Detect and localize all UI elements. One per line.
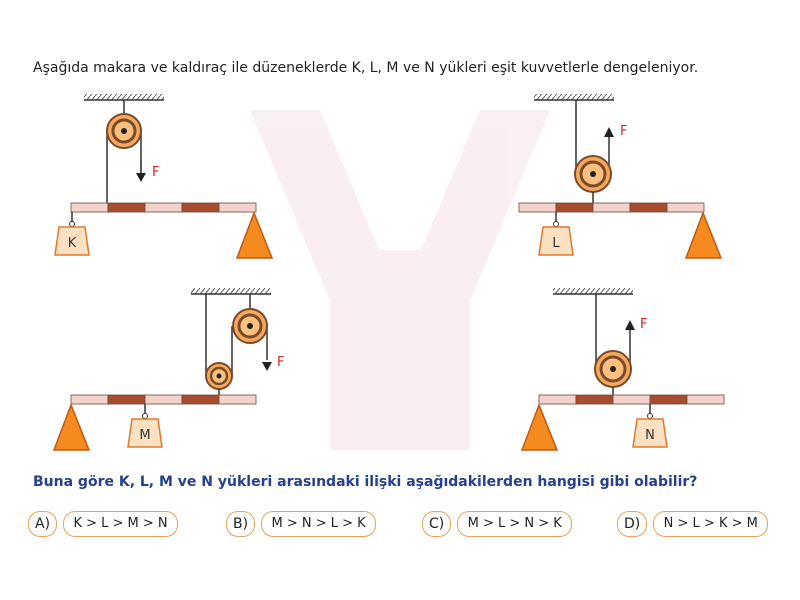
- force-label-1: F: [152, 165, 160, 180]
- pulley-4-icon: [595, 351, 631, 387]
- force-arrow-2-icon: [604, 127, 614, 137]
- ceiling-2: [534, 94, 614, 100]
- pulley-1-icon: [107, 114, 141, 148]
- option-d[interactable]: [617, 511, 768, 537]
- load-n-label: N: [645, 428, 655, 443]
- fulcrum-1-icon: [237, 213, 272, 258]
- option-d-letter[interactable]: D): [617, 511, 647, 537]
- option-c-letter[interactable]: C): [422, 511, 451, 537]
- lever-bar-4: [539, 395, 724, 404]
- option-a[interactable]: [28, 511, 178, 537]
- setup-1: [55, 94, 272, 258]
- force-label-2: F: [620, 124, 628, 139]
- setup-3: [54, 288, 284, 450]
- question-text: Buna göre K, L, M ve N yükleri arasındaki ilişki aşağıdakilerden hangisi gibi olabilir?: [33, 474, 698, 490]
- load-l-label: L: [552, 236, 560, 251]
- ceiling-1: [84, 94, 164, 100]
- force-label-4: F: [640, 317, 648, 332]
- fulcrum-2-icon: [686, 213, 721, 258]
- option-b-letter[interactable]: B): [226, 511, 255, 537]
- pulley-2-icon: [575, 156, 611, 192]
- option-d-text[interactable]: N > L > K > M: [653, 511, 768, 537]
- fulcrum-3-icon: [54, 405, 89, 450]
- lever-bar-1: [71, 203, 256, 212]
- force-arrow-3-icon: [262, 362, 272, 371]
- watermark: [250, 110, 550, 450]
- fulcrum-4-icon: [522, 405, 557, 450]
- ceiling-3: [191, 288, 271, 294]
- lever-bar-2: [519, 203, 704, 212]
- option-b[interactable]: [226, 511, 376, 537]
- option-a-text[interactable]: K > L > M > N: [63, 511, 178, 537]
- force-arrow-1-icon: [136, 160, 146, 182]
- setup-2: [519, 94, 721, 258]
- ceiling-4: [553, 288, 633, 294]
- option-b-text[interactable]: M > N > L > K: [261, 511, 376, 537]
- setup-4: [522, 288, 724, 450]
- load-m-label: M: [139, 428, 151, 443]
- lever-bar-3: [71, 395, 256, 404]
- option-c[interactable]: [422, 511, 572, 537]
- intro-text: Aşağıda makara ve kaldıraç ile düzeneklerde K, L, M ve N yükleri eşit kuvvetlerle dengeleniyor.: [33, 60, 699, 76]
- force-arrow-4-icon: [625, 320, 635, 330]
- option-c-text[interactable]: M > L > N > K: [457, 511, 572, 537]
- force-label-3: F: [277, 355, 285, 370]
- load-k-label: K: [67, 236, 77, 251]
- option-a-letter[interactable]: A): [28, 511, 57, 537]
- pulley-3-fixed-icon: [233, 309, 267, 343]
- pulley-3-movable-icon: [206, 363, 232, 389]
